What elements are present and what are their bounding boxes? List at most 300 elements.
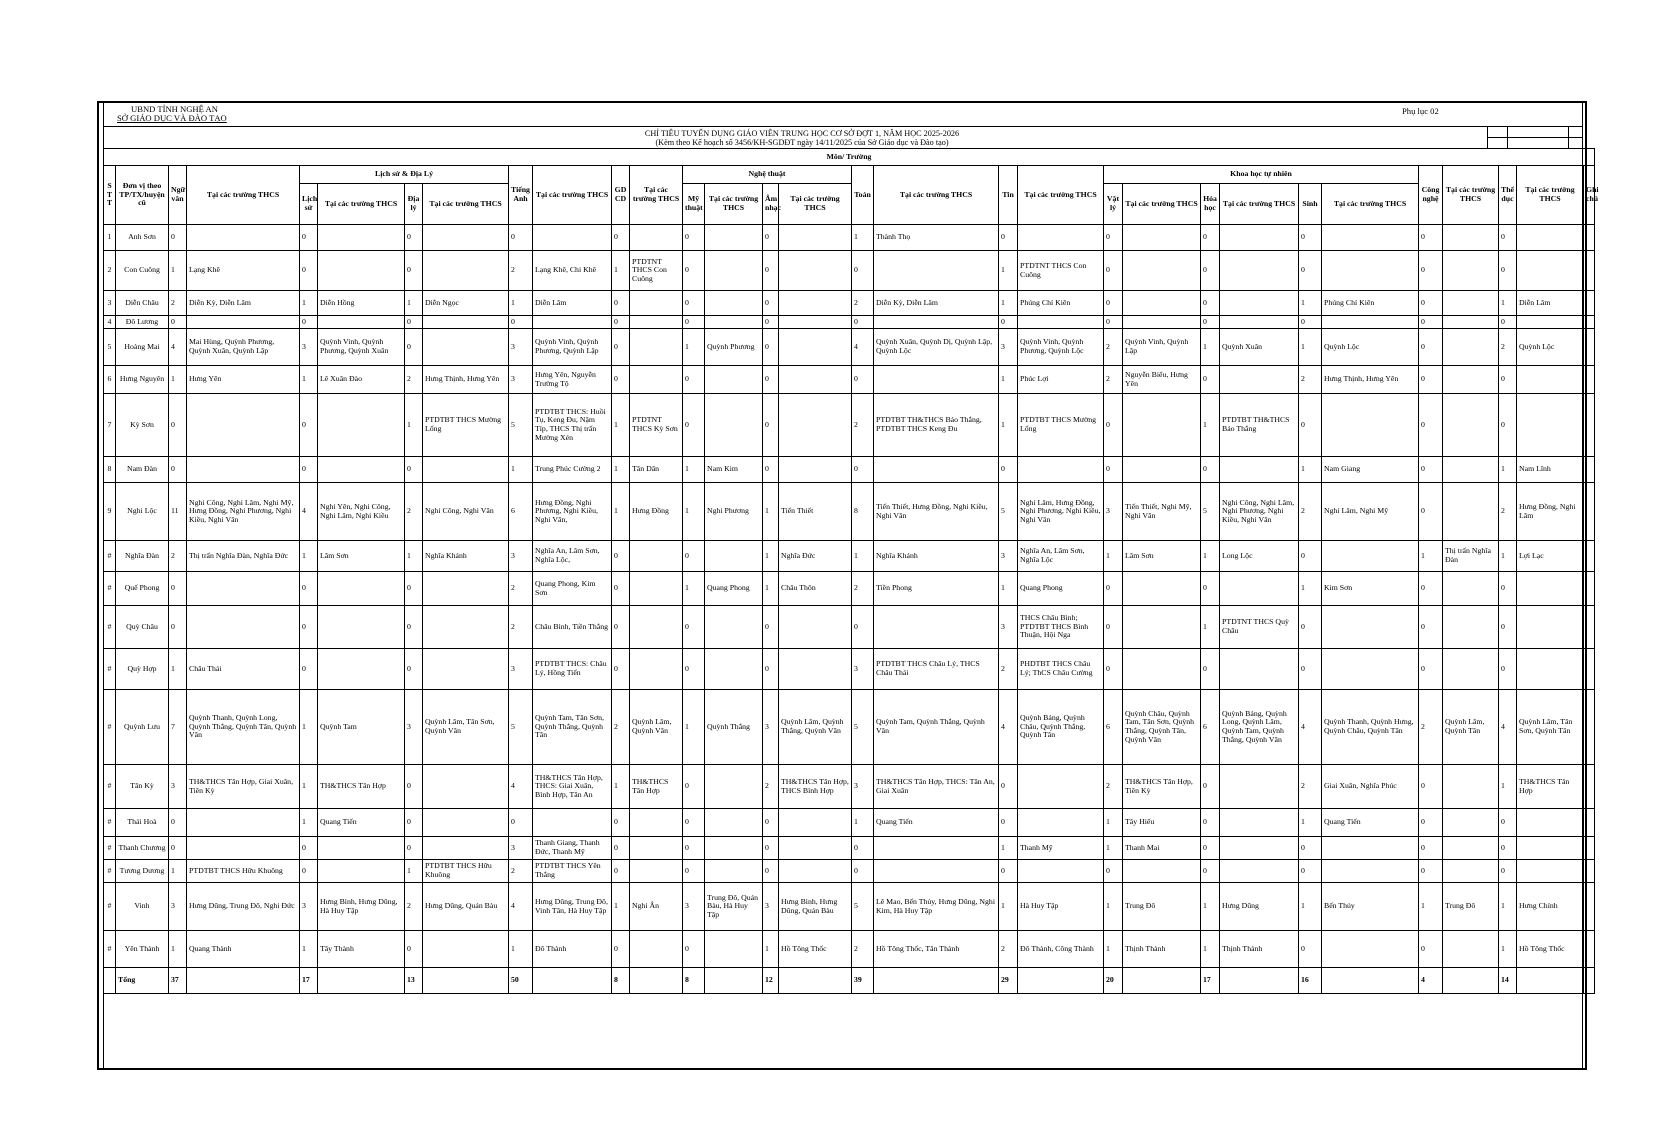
cell-schools: Hưng Dũng [1220, 883, 1299, 931]
cell-schools [1443, 837, 1499, 860]
cell-count: 3 [999, 606, 1018, 649]
cell-schools [1220, 837, 1299, 860]
cell-count: 0 [683, 541, 705, 572]
cell-schools: Châu Thái [187, 649, 300, 690]
cell-schools: Thành Thọ [874, 225, 999, 251]
cell-schools [318, 860, 405, 883]
cell-count: 8 [852, 483, 874, 541]
cell-schools: Nghi Ân [630, 883, 683, 931]
cell-count: 4 [509, 883, 533, 931]
cell-count: 0 [683, 394, 705, 457]
cell-schools [318, 572, 405, 606]
cell-count: 1 [1499, 883, 1517, 931]
cell-schools: PTDTNT THCS Con Cuông [630, 251, 683, 291]
col-group-khtn: Khoa học tự nhiên [1104, 166, 1419, 184]
cell-note [1584, 316, 1595, 329]
cell-schools: Quỳnh Lộc [1517, 329, 1584, 366]
cell-schools [1443, 649, 1499, 690]
cell-count: 0 [1419, 931, 1443, 968]
cell-unit: Nghĩa Đàn [116, 541, 169, 572]
cell-unit: Quỳnh Lưu [116, 690, 169, 765]
cell-schools [1322, 225, 1419, 251]
cell-count: 2 [999, 649, 1018, 690]
cell-count: 1 [999, 837, 1018, 860]
cell-schools: Nghi Yên, Nghi Công, Nghi Lâm, Nghi Kiều [318, 483, 405, 541]
cell-count: 4 [1499, 690, 1517, 765]
col-am-nhac: Âm nhạc [763, 184, 779, 225]
cell-schools: Hưng Yên, Nguyễn Trường Tộ [533, 366, 612, 394]
cell-count: 1 [1201, 883, 1220, 931]
cell-schools: Thanh Mai [1123, 837, 1201, 860]
cell-unit: Quỳ Hợp [116, 649, 169, 690]
cell-stt: # [104, 572, 116, 606]
cell-count: 1 [1201, 541, 1220, 572]
total-count: 17 [1201, 968, 1220, 994]
total-empty [423, 968, 509, 994]
cell-schools: PTDTBT THCS Hữu Khuông [187, 860, 300, 883]
cell-count: 1 [1104, 883, 1123, 931]
cell-schools: Tiền Phong [874, 572, 999, 606]
cell-count: 0 [1499, 606, 1517, 649]
cell-schools [1018, 860, 1104, 883]
cell-note [1584, 291, 1595, 316]
cell-schools: Quỳnh Vinh, Quỳnh Lập [1123, 329, 1201, 366]
cell-schools: Phúc Lợi [1018, 366, 1104, 394]
cell-schools: Quỳnh Vinh, Quỳnh Phương, Quỳnh Lập [533, 329, 612, 366]
cell-count: 5 [1201, 483, 1220, 541]
cell-count: 0 [763, 837, 779, 860]
cell-schools [423, 316, 509, 329]
total-count: 39 [852, 968, 874, 994]
cell-schools [705, 649, 763, 690]
cell-schools: TH&THCS Tân Hợp, THCS Bình Hợp [779, 765, 852, 809]
cell-count: 0 [405, 572, 423, 606]
total-count: 16 [1299, 968, 1322, 994]
cell-note [1584, 394, 1595, 457]
cell-count: 3 [169, 765, 187, 809]
cell-schools: Thanh Mỹ [1018, 837, 1104, 860]
cell-schools [705, 837, 763, 860]
col-gdcd-schools: Tại các trường THCS [630, 166, 683, 225]
cell-note [1584, 690, 1595, 765]
cell-schools [533, 809, 612, 837]
cell-count: 0 [1201, 316, 1220, 329]
cell-count: 2 [509, 572, 533, 606]
cell-schools: Lạng Khê, Chi Khê [533, 251, 612, 291]
cell-note [1584, 809, 1595, 837]
col-ghi-chu: Ghi chú [1584, 166, 1595, 225]
cell-schools: Châu Thôn [779, 572, 852, 606]
cell-schools [630, 329, 683, 366]
cell-schools [423, 931, 509, 968]
col-ngu-van-schools: Tại các trường THCS [187, 166, 300, 225]
total-count: 14 [1499, 968, 1517, 994]
cell-schools [1018, 765, 1104, 809]
cell-schools: Long Lộc [1220, 541, 1299, 572]
document-title: CHỈ TIÊU TUYỂN DỤNG GIÁO VIÊN TRUNG HỌC CƠ SỞ ĐỢT 1, NĂM HỌC 2025-2026 [644, 129, 960, 138]
cell-count: 0 [683, 225, 705, 251]
cell-schools: PTDTBT THCS: Châu Lý, Hồng Tiến [533, 649, 612, 690]
cell-schools [1123, 291, 1201, 316]
cell-schools: Nam Lĩnh [1517, 457, 1584, 483]
col-lich-su-schools: Tại các trường THCS [318, 184, 405, 225]
total-empty [1018, 968, 1104, 994]
cell-count: 1 [1299, 457, 1322, 483]
cell-schools [779, 606, 852, 649]
table-row [104, 329, 1595, 366]
cell-count: 0 [1419, 251, 1443, 291]
cell-count: 0 [169, 394, 187, 457]
cell-count: 2 [169, 541, 187, 572]
cell-stt: # [104, 883, 116, 931]
cell-schools [1517, 572, 1584, 606]
cell-count: 3 [509, 366, 533, 394]
cell-count: 0 [1499, 649, 1517, 690]
cell-schools: TH&THCS Tân Hợp, Giai Xuân, Tiên Kỳ [187, 765, 300, 809]
cell-count: 1 [999, 394, 1018, 457]
cell-count: 0 [612, 316, 630, 329]
cell-schools [1443, 765, 1499, 809]
cell-schools: Nghi Lâm, Hưng Đồng, Nghi Phương, Nghi Kiều, Nghi Vân [1018, 483, 1104, 541]
cell-count: 0 [169, 572, 187, 606]
table-row [104, 649, 1595, 690]
cell-schools [630, 649, 683, 690]
cell-count: 0 [1419, 291, 1443, 316]
cell-count: 0 [405, 225, 423, 251]
cell-count: 2 [612, 690, 630, 765]
cell-count: 0 [852, 606, 874, 649]
cell-schools [533, 225, 612, 251]
cell-schools: TH&THCS Tân Hợp [630, 765, 683, 809]
cell-count: 3 [852, 765, 874, 809]
cell-schools: Diễn Lâm [1517, 291, 1584, 316]
total-empty [779, 968, 852, 994]
cell-schools [874, 457, 999, 483]
total-count: 20 [1104, 968, 1123, 994]
total-count: 8 [683, 968, 705, 994]
cell-count: 4 [1299, 690, 1322, 765]
cell-schools: PTDTNT THCS Quỳ Châu [1220, 606, 1299, 649]
cell-schools [630, 291, 683, 316]
cell-count: 1 [763, 483, 779, 541]
cell-count: 1 [1299, 572, 1322, 606]
cell-schools: Diễn Hồng [318, 291, 405, 316]
col-stt: S T T [104, 166, 116, 225]
cell-schools [187, 606, 300, 649]
org-header [117, 105, 227, 123]
cell-count: 0 [405, 316, 423, 329]
cell-count: 1 [300, 690, 318, 765]
cell-count: 2 [405, 366, 423, 394]
cell-schools [423, 606, 509, 649]
cell-stt: 4 [104, 316, 116, 329]
total-count: 12 [763, 968, 779, 994]
cell-count: 0 [1299, 394, 1322, 457]
cell-unit: Kỳ Sơn [116, 394, 169, 457]
cell-schools [1517, 837, 1584, 860]
cell-count: 1 [1104, 837, 1123, 860]
cell-count: 3 [509, 837, 533, 860]
cell-schools: Châu Bình, Tiền Thắng [533, 606, 612, 649]
total-empty [1220, 968, 1299, 994]
cell-unit: Yên Thành [116, 931, 169, 968]
cell-schools: Giai Xuân, Nghĩa Phúc [1322, 765, 1419, 809]
cell-count: 0 [763, 366, 779, 394]
cell-count: 0 [1201, 649, 1220, 690]
cell-schools [705, 366, 763, 394]
cell-schools [318, 457, 405, 483]
cell-schools [187, 572, 300, 606]
cell-count: 0 [1419, 860, 1443, 883]
cell-schools [779, 225, 852, 251]
cell-unit: Thái Hoà [116, 809, 169, 837]
cell-schools [1123, 860, 1201, 883]
table-row [104, 765, 1595, 809]
cell-count: 1 [1499, 541, 1517, 572]
cell-schools [779, 457, 852, 483]
col-vat-ly-schools: Tại các trường THCS [1123, 184, 1201, 225]
cell-schools [1443, 483, 1499, 541]
table-body [104, 225, 1595, 994]
cell-count: 1 [999, 572, 1018, 606]
cell-schools: Hưng Thịnh, Hưng Yên [1322, 366, 1419, 394]
cell-count: 2 [852, 572, 874, 606]
cell-schools [423, 572, 509, 606]
cell-count: 0 [683, 251, 705, 291]
cell-count: 1 [1499, 765, 1517, 809]
cell-schools: Hưng Thịnh, Hưng Yên [423, 366, 509, 394]
cell-count: 2 [509, 860, 533, 883]
cell-schools: Thị trấn Nghĩa Đàn, Nghĩa Đức [187, 541, 300, 572]
cell-schools [1322, 251, 1419, 291]
totals-label: Tổng [116, 968, 169, 994]
cell-count: 5 [509, 690, 533, 765]
cell-schools: Lạng Khê [187, 251, 300, 291]
cell-count: 0 [1104, 606, 1123, 649]
cell-schools [705, 316, 763, 329]
cell-schools [1123, 316, 1201, 329]
cell-schools [187, 457, 300, 483]
total-empty [104, 968, 116, 994]
cell-count: 0 [169, 457, 187, 483]
cell-count: 0 [763, 291, 779, 316]
cell-schools: PTDTBT THCS Yên Thắng [533, 860, 612, 883]
cell-schools: Nghĩa Đức [779, 541, 852, 572]
cell-schools [1443, 606, 1499, 649]
total-empty [1123, 968, 1201, 994]
cell-note [1584, 251, 1595, 291]
total-empty [187, 968, 300, 994]
cell-schools: Hồ Tông Thốc, Tân Thành [874, 931, 999, 968]
cell-note [1584, 225, 1595, 251]
cell-note [1584, 483, 1595, 541]
cell-schools: Phúng Chí Kiên [1018, 291, 1104, 316]
cell-schools [1220, 809, 1299, 837]
cell-schools [423, 457, 509, 483]
cell-schools [630, 366, 683, 394]
cell-count: 0 [683, 837, 705, 860]
cell-count: 0 [612, 649, 630, 690]
col-tieng-anh: Tiếng Anh [509, 166, 533, 225]
header-rule [103, 126, 1583, 127]
cell-schools [1443, 329, 1499, 366]
cell-schools: Quỳnh Lộc [1322, 329, 1419, 366]
cell-schools [779, 291, 852, 316]
cell-schools: Hưng Dũng, Trung Đô, Vinh Tân, Hà Huy Tập [533, 883, 612, 931]
total-count: 17 [300, 968, 318, 994]
total-empty [318, 968, 405, 994]
total-count: 8 [612, 968, 630, 994]
cell-count: 0 [612, 606, 630, 649]
cell-count: 1 [683, 457, 705, 483]
table-row [104, 541, 1595, 572]
cell-count: 0 [1419, 649, 1443, 690]
cell-unit: Tân Kỳ [116, 765, 169, 809]
cell-note [1584, 606, 1595, 649]
cell-count: 1 [683, 483, 705, 541]
cell-count: 0 [1499, 572, 1517, 606]
header-rule-h2 [1487, 137, 1583, 138]
cell-count: 3 [509, 329, 533, 366]
cell-schools: Tiến Thiết [779, 483, 852, 541]
cell-count: 0 [763, 860, 779, 883]
cell-schools [1517, 860, 1584, 883]
header-row-1 [104, 149, 1595, 166]
cell-schools [705, 809, 763, 837]
cell-schools [423, 225, 509, 251]
cell-schools [1018, 316, 1104, 329]
document-subtitle: (Kèm theo Kế hoạch số 3456/KH-SGDĐT ngày 14/11/2025 của Sở Giáo dục và Đào tạo) [655, 138, 949, 147]
cell-schools: Nghĩa Khánh [874, 541, 999, 572]
cell-count: 0 [300, 606, 318, 649]
cell-schools: Quỳnh Phương [705, 329, 763, 366]
cell-count: 1 [612, 765, 630, 809]
cell-stt: 7 [104, 394, 116, 457]
cell-schools [1018, 809, 1104, 837]
cell-count: 0 [1104, 394, 1123, 457]
cell-schools: Lâm Sơn [1123, 541, 1201, 572]
cell-schools [630, 541, 683, 572]
cell-count: 4 [852, 329, 874, 366]
table-row [104, 883, 1595, 931]
cell-schools [1220, 316, 1299, 329]
col-group-mon-truong: Môn/ Trường [104, 149, 1595, 166]
cell-count: 0 [852, 837, 874, 860]
col-lich-su: Lịch sử [300, 184, 318, 225]
col-hoa-hoc-schools: Tại các trường THCS [1220, 184, 1299, 225]
cell-count: 0 [1104, 457, 1123, 483]
col-my-thuat: Mỹ thuật [683, 184, 705, 225]
cell-count: 0 [509, 225, 533, 251]
col-the-duc-schools: Tại các trường THCS [1517, 166, 1584, 225]
col-dia-ly: Địa lý [405, 184, 423, 225]
cell-schools: Quang Phong [705, 572, 763, 606]
cell-count: 0 [169, 225, 187, 251]
cell-count: 0 [1499, 366, 1517, 394]
cell-count: 0 [852, 251, 874, 291]
cell-count: 0 [1419, 809, 1443, 837]
cell-schools [423, 329, 509, 366]
cell-schools: Trung Đô, Quán Bàu, Hà Huy Tập [705, 883, 763, 931]
cell-schools [1517, 649, 1584, 690]
cell-count: 1 [300, 366, 318, 394]
cell-note [1584, 765, 1595, 809]
cell-schools [705, 606, 763, 649]
cell-schools [423, 837, 509, 860]
cell-schools: Hưng Bình, Hưng Dũng, Quán Bàu [779, 883, 852, 931]
cell-count: 0 [169, 809, 187, 837]
cell-schools: Diễn Ngọc [423, 291, 509, 316]
org-line-1: UBND TỈNH NGHỆ AN [131, 104, 218, 114]
cell-count: 0 [1419, 329, 1443, 366]
cell-schools [1018, 225, 1104, 251]
cell-schools [1018, 457, 1104, 483]
cell-note [1584, 931, 1595, 968]
cell-count: 0 [1104, 860, 1123, 883]
cell-stt: # [104, 649, 116, 690]
cell-schools: Hà Huy Tập [1018, 883, 1104, 931]
col-cong-nghe-schools: Tại các trường THCS [1443, 166, 1499, 225]
total-empty [874, 968, 999, 994]
cell-count: 1 [300, 809, 318, 837]
table-row [104, 606, 1595, 649]
cell-count: 1 [999, 883, 1018, 931]
cell-schools: PTDTBT THCS: Huồi Tụ, Keng Đu, Nậm Típ, THCS Thị trấn Mường Xén [533, 394, 612, 457]
cell-count: 0 [1201, 251, 1220, 291]
cell-schools: Hồ Tông Thốc [1517, 931, 1584, 968]
cell-count: 0 [999, 765, 1018, 809]
cell-schools: Tiến Thiết, Hưng Đồng, Nghi Kiều, Nghi Vân [874, 483, 999, 541]
cell-count: 0 [1499, 809, 1517, 837]
cell-count: 0 [763, 606, 779, 649]
cell-count: 1 [1299, 809, 1322, 837]
cell-schools: Diễn Kỳ, Diễn Lâm [874, 291, 999, 316]
cell-count: 3 [852, 649, 874, 690]
cell-count: 0 [1299, 606, 1322, 649]
cell-schools [1220, 765, 1299, 809]
cell-schools [1123, 649, 1201, 690]
cell-schools: Lâm Sơn [318, 541, 405, 572]
cell-schools [1517, 809, 1584, 837]
cell-count: 0 [999, 457, 1018, 483]
cell-schools: TH&THCS Tân Hợp, Tiên Kỳ [1123, 765, 1201, 809]
cell-count: 1 [300, 541, 318, 572]
table-row [104, 931, 1595, 968]
cell-schools [779, 329, 852, 366]
cell-schools: Bến Thủy [1322, 883, 1419, 931]
cell-count: 0 [405, 457, 423, 483]
cell-count: 0 [169, 316, 187, 329]
cell-count: 0 [999, 225, 1018, 251]
cell-count: 0 [612, 329, 630, 366]
cell-count: 0 [1299, 541, 1322, 572]
cell-count: 0 [300, 251, 318, 291]
cell-schools [779, 394, 852, 457]
cell-schools: PTDTBT THCS Châu Lý, THCS Châu Thái [874, 649, 999, 690]
cell-count: 1 [300, 291, 318, 316]
cell-count: 1 [1419, 541, 1443, 572]
total-count: 50 [509, 968, 533, 994]
cell-schools [318, 225, 405, 251]
col-toan: Toán [852, 166, 874, 225]
cell-schools [1220, 649, 1299, 690]
cell-count: 0 [612, 809, 630, 837]
col-my-thuat-schools: Tại các trường THCS [705, 184, 763, 225]
cell-count: 1 [169, 931, 187, 968]
cell-count: 0 [1299, 931, 1322, 968]
col-tin-schools: Tại các trường THCS [1018, 166, 1104, 225]
cell-count: 0 [612, 291, 630, 316]
